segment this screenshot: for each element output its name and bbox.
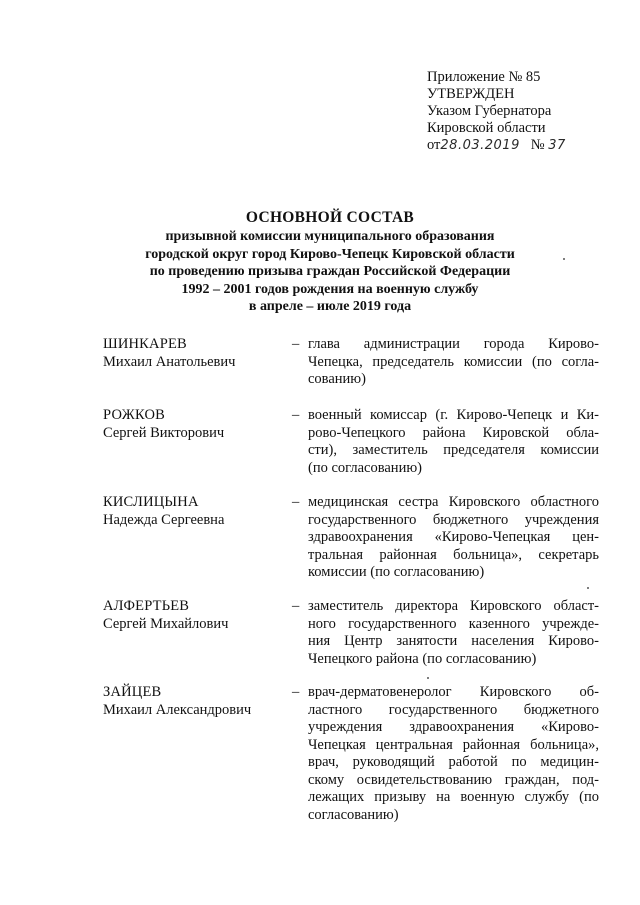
description-line: рово-Чепецкого района Кировской обла- bbox=[308, 424, 599, 441]
member-surname: КИСЛИЦЫНА bbox=[103, 494, 199, 510]
title-line: по проведению призыва граждан Российской Федерации bbox=[149, 264, 511, 279]
number-prefix: № bbox=[530, 137, 545, 153]
description-line: ного государственного казенного учрежде- bbox=[308, 615, 599, 632]
description-line: согласованию) bbox=[308, 806, 399, 823]
decree-date-line bbox=[427, 137, 566, 154]
document-title bbox=[100, 208, 560, 316]
description-line: заместитель директора Кировского област- bbox=[308, 598, 599, 614]
title-main: ОСНОВНОЙ СОСТАВ bbox=[245, 209, 415, 226]
member-name bbox=[103, 407, 293, 442]
title-line: 1992 – 2001 годов рождения на военную службу bbox=[181, 281, 479, 297]
member-dash: – bbox=[292, 336, 300, 352]
description-line: здравоохранения «Кирово-Чепецкая цен- bbox=[308, 529, 599, 545]
member-description bbox=[308, 684, 599, 824]
handwritten-number: 37 bbox=[548, 138, 566, 153]
member-name bbox=[103, 494, 293, 529]
member-dash: – bbox=[292, 494, 300, 510]
title-line: призывной комиссии муниципального образования bbox=[165, 229, 495, 244]
description-line: тральная районная больница», секретарь bbox=[308, 546, 599, 563]
title-line: городской округ город Кирово-Чепецк Кировской области bbox=[145, 246, 515, 262]
decree-line-1: Указом Губернатора bbox=[427, 103, 552, 119]
description-line: скому освидетельствованию граждан, под- bbox=[308, 771, 599, 788]
scan-speck bbox=[427, 677, 429, 679]
description-line: военный комиссар (г. Кирово-Чепецк и Ки- bbox=[308, 407, 599, 423]
member-dash: – bbox=[292, 407, 300, 423]
description-line: ния Центр занятости населения Кирово- bbox=[308, 633, 599, 649]
description-line: врач, руководящий работой по медицин- bbox=[308, 754, 599, 770]
member-surname: РОЖКОВ bbox=[103, 407, 165, 423]
member-name bbox=[103, 598, 293, 633]
scan-speck bbox=[563, 258, 565, 260]
description-line: врач-дерматовенеролог Кировского об- bbox=[308, 684, 599, 700]
member-given-name: Михаил Александрович bbox=[103, 701, 252, 718]
date-prefix: от bbox=[427, 137, 441, 153]
member-dash: – bbox=[292, 684, 300, 700]
appendix-number: Приложение № 85 bbox=[427, 69, 541, 85]
title-line: в апреле – июле 2019 года bbox=[248, 299, 412, 314]
description-line: Чепецка, председатель комиссии (по согла- bbox=[308, 353, 599, 370]
decree-line-2: Кировской области bbox=[427, 120, 546, 136]
member-dash: – bbox=[292, 598, 300, 614]
description-line: комиссии (по согласованию) bbox=[308, 564, 485, 580]
member-name bbox=[103, 336, 293, 371]
description-line: лежащих призыву на военную службу (по bbox=[308, 789, 599, 805]
approved-stamp-text: УТВЕРЖДЕН bbox=[427, 86, 515, 102]
description-line: Чепецкая центральная районная больница», bbox=[308, 736, 599, 753]
member-given-name: Михаил Анатольевич bbox=[103, 353, 236, 370]
member-description bbox=[308, 407, 599, 477]
description-line: (по согласованию) bbox=[308, 459, 422, 476]
member-surname: ЗАЙЦЕВ bbox=[103, 684, 162, 700]
member-given-name: Надежда Сергеевна bbox=[103, 511, 225, 528]
member-surname: АЛФЕРТЬЕВ bbox=[103, 598, 190, 614]
description-line: учреждения здравоохранения «Кирово- bbox=[308, 719, 599, 735]
member-name bbox=[103, 684, 293, 719]
approval-block bbox=[427, 69, 566, 154]
member-given-name: Сергей Викторович bbox=[103, 424, 225, 441]
description-line: сти), заместитель председателя комиссии bbox=[308, 442, 599, 458]
handwritten-date: 28.03.2019 bbox=[440, 138, 520, 153]
description-line: глава администрации города Кирово- bbox=[308, 336, 599, 352]
description-line: государственного бюджетного учреждения bbox=[308, 511, 599, 528]
member-description bbox=[308, 336, 599, 389]
description-line: медицинская сестра Кировского областного bbox=[308, 494, 599, 510]
member-description bbox=[308, 598, 599, 668]
scan-speck bbox=[587, 587, 589, 589]
member-given-name: Сергей Михайлович bbox=[103, 615, 229, 632]
member-description bbox=[308, 494, 599, 582]
description-line: Чепецкого района (по согласованию) bbox=[308, 650, 537, 667]
member-surname: ШИНКАРЕВ bbox=[103, 336, 187, 352]
description-line: ластного государственного бюджетного bbox=[308, 701, 599, 718]
description-line: сованию) bbox=[308, 371, 366, 387]
